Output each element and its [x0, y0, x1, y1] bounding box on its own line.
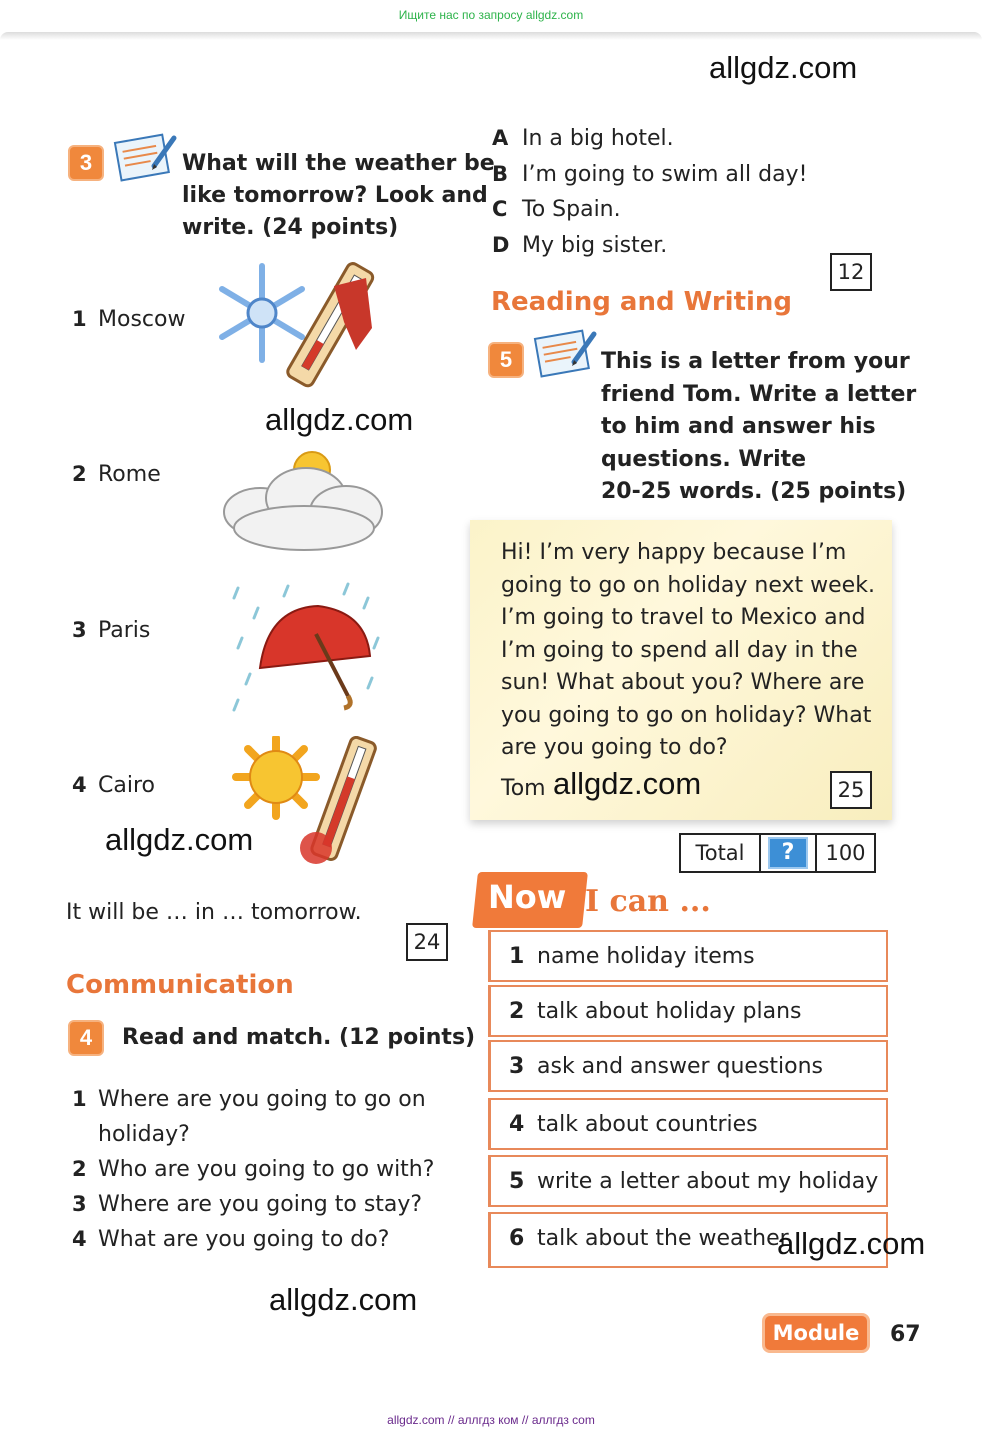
- question-1: 1 Where are you going to go on: [72, 1087, 426, 1112]
- watermark: allgdz.com: [777, 1226, 926, 1261]
- question-3: 3 Where are you going to stay?: [72, 1192, 423, 1217]
- total-label: Total: [681, 835, 761, 871]
- exercise-5-instruction: This is a letter from your friend Tom. Write a letter to him and answer his questions. Write 20-25 words. (25 points): [601, 349, 917, 504]
- exercise-4-instruction: Read and match. (12 points): [122, 1025, 476, 1050]
- watermark: allgdz.com: [709, 50, 858, 85]
- score-box-ex5: 25: [830, 771, 872, 809]
- answer-b: B I’m going to swim all day!: [492, 161, 808, 187]
- answer-c: C To Spain.: [492, 197, 621, 222]
- total-value: 100: [825, 841, 866, 865]
- exercise-4-badge: 4: [68, 1020, 104, 1056]
- can-do-item: 6 talk about the weather: [488, 1212, 888, 1268]
- module-badge: Module 8: [762, 1313, 870, 1353]
- answer-d: D My big sister.: [492, 232, 668, 258]
- can-do-item: 1 name holiday items: [488, 930, 888, 982]
- exercise-3-badge: 3: [68, 145, 104, 181]
- footer-text: allgdz.com // аллгдз ком // аллгдз com: [387, 1413, 595, 1427]
- section-heading-reading-writing: Reading and Writing: [491, 287, 793, 317]
- exercise-3-instruction: What will the weather be like tomorrow? Look and write. (24 points): [182, 151, 495, 240]
- i-can-label: I can ...: [585, 884, 711, 919]
- weather-item-2: 2 Rome: [72, 462, 161, 487]
- question-4: 4 What are you going to do?: [72, 1227, 390, 1252]
- answer-a: A In a big hotel.: [492, 126, 674, 151]
- exercise-5-badge: 5: [488, 342, 524, 378]
- can-do-item: 3 ask and answer questions: [488, 1040, 888, 1092]
- weather-item-3: 3 Paris: [72, 618, 151, 643]
- can-do-item: 2 talk about holiday plans: [488, 985, 888, 1037]
- answer-list: [492, 121, 807, 263]
- letter-signature: Tom: [501, 776, 546, 801]
- score-box-ex4: 12: [830, 253, 872, 291]
- question-mark-icon: ?: [761, 835, 817, 871]
- top-banner-text: Ищите нас по запросу allgdz.com: [398, 8, 584, 22]
- page-edge: [0, 32, 982, 40]
- write-task-icon: [110, 130, 180, 191]
- rain-umbrella-icon: [228, 578, 388, 717]
- page-number: 67: [890, 1322, 921, 1347]
- question-list: [72, 1082, 434, 1257]
- watermark: allgdz.com: [269, 1282, 418, 1317]
- now-label: Now: [488, 878, 567, 916]
- can-do-item: 5 write a letter about my holiday: [488, 1155, 888, 1207]
- total-box: [679, 833, 876, 873]
- sun-hot-thermometer-icon: [232, 736, 392, 871]
- section-heading-communication: Communication: [66, 970, 294, 1000]
- letter-text: Hi! I’m very happy because I’m going to go on holiday next week. I’m going to travel to Mexico and I’m going to spend all day in the sun! What about you? Where are you going to go on holiday? What are you going to do?: [501, 540, 875, 760]
- watermark: allgdz.com: [553, 766, 702, 801]
- watermark: allgdz.com: [265, 402, 414, 437]
- question-1-cont: holiday?: [98, 1122, 190, 1147]
- watermark: allgdz.com: [105, 822, 254, 857]
- answer-pattern: It will be … in … tomorrow.: [66, 900, 362, 925]
- score-box-ex3: 24: [406, 923, 448, 961]
- can-do-item: 4 talk about countries: [488, 1098, 888, 1150]
- cloud-sun-icon: [220, 450, 392, 559]
- weather-item-4: 4 Cairo: [72, 773, 155, 798]
- snowflake-cold-thermometer-icon: [216, 258, 382, 403]
- weather-item-1: 1 Moscow: [72, 307, 186, 332]
- question-2: 2 Who are you going to go with?: [72, 1157, 435, 1182]
- write-task-icon: [530, 326, 600, 387]
